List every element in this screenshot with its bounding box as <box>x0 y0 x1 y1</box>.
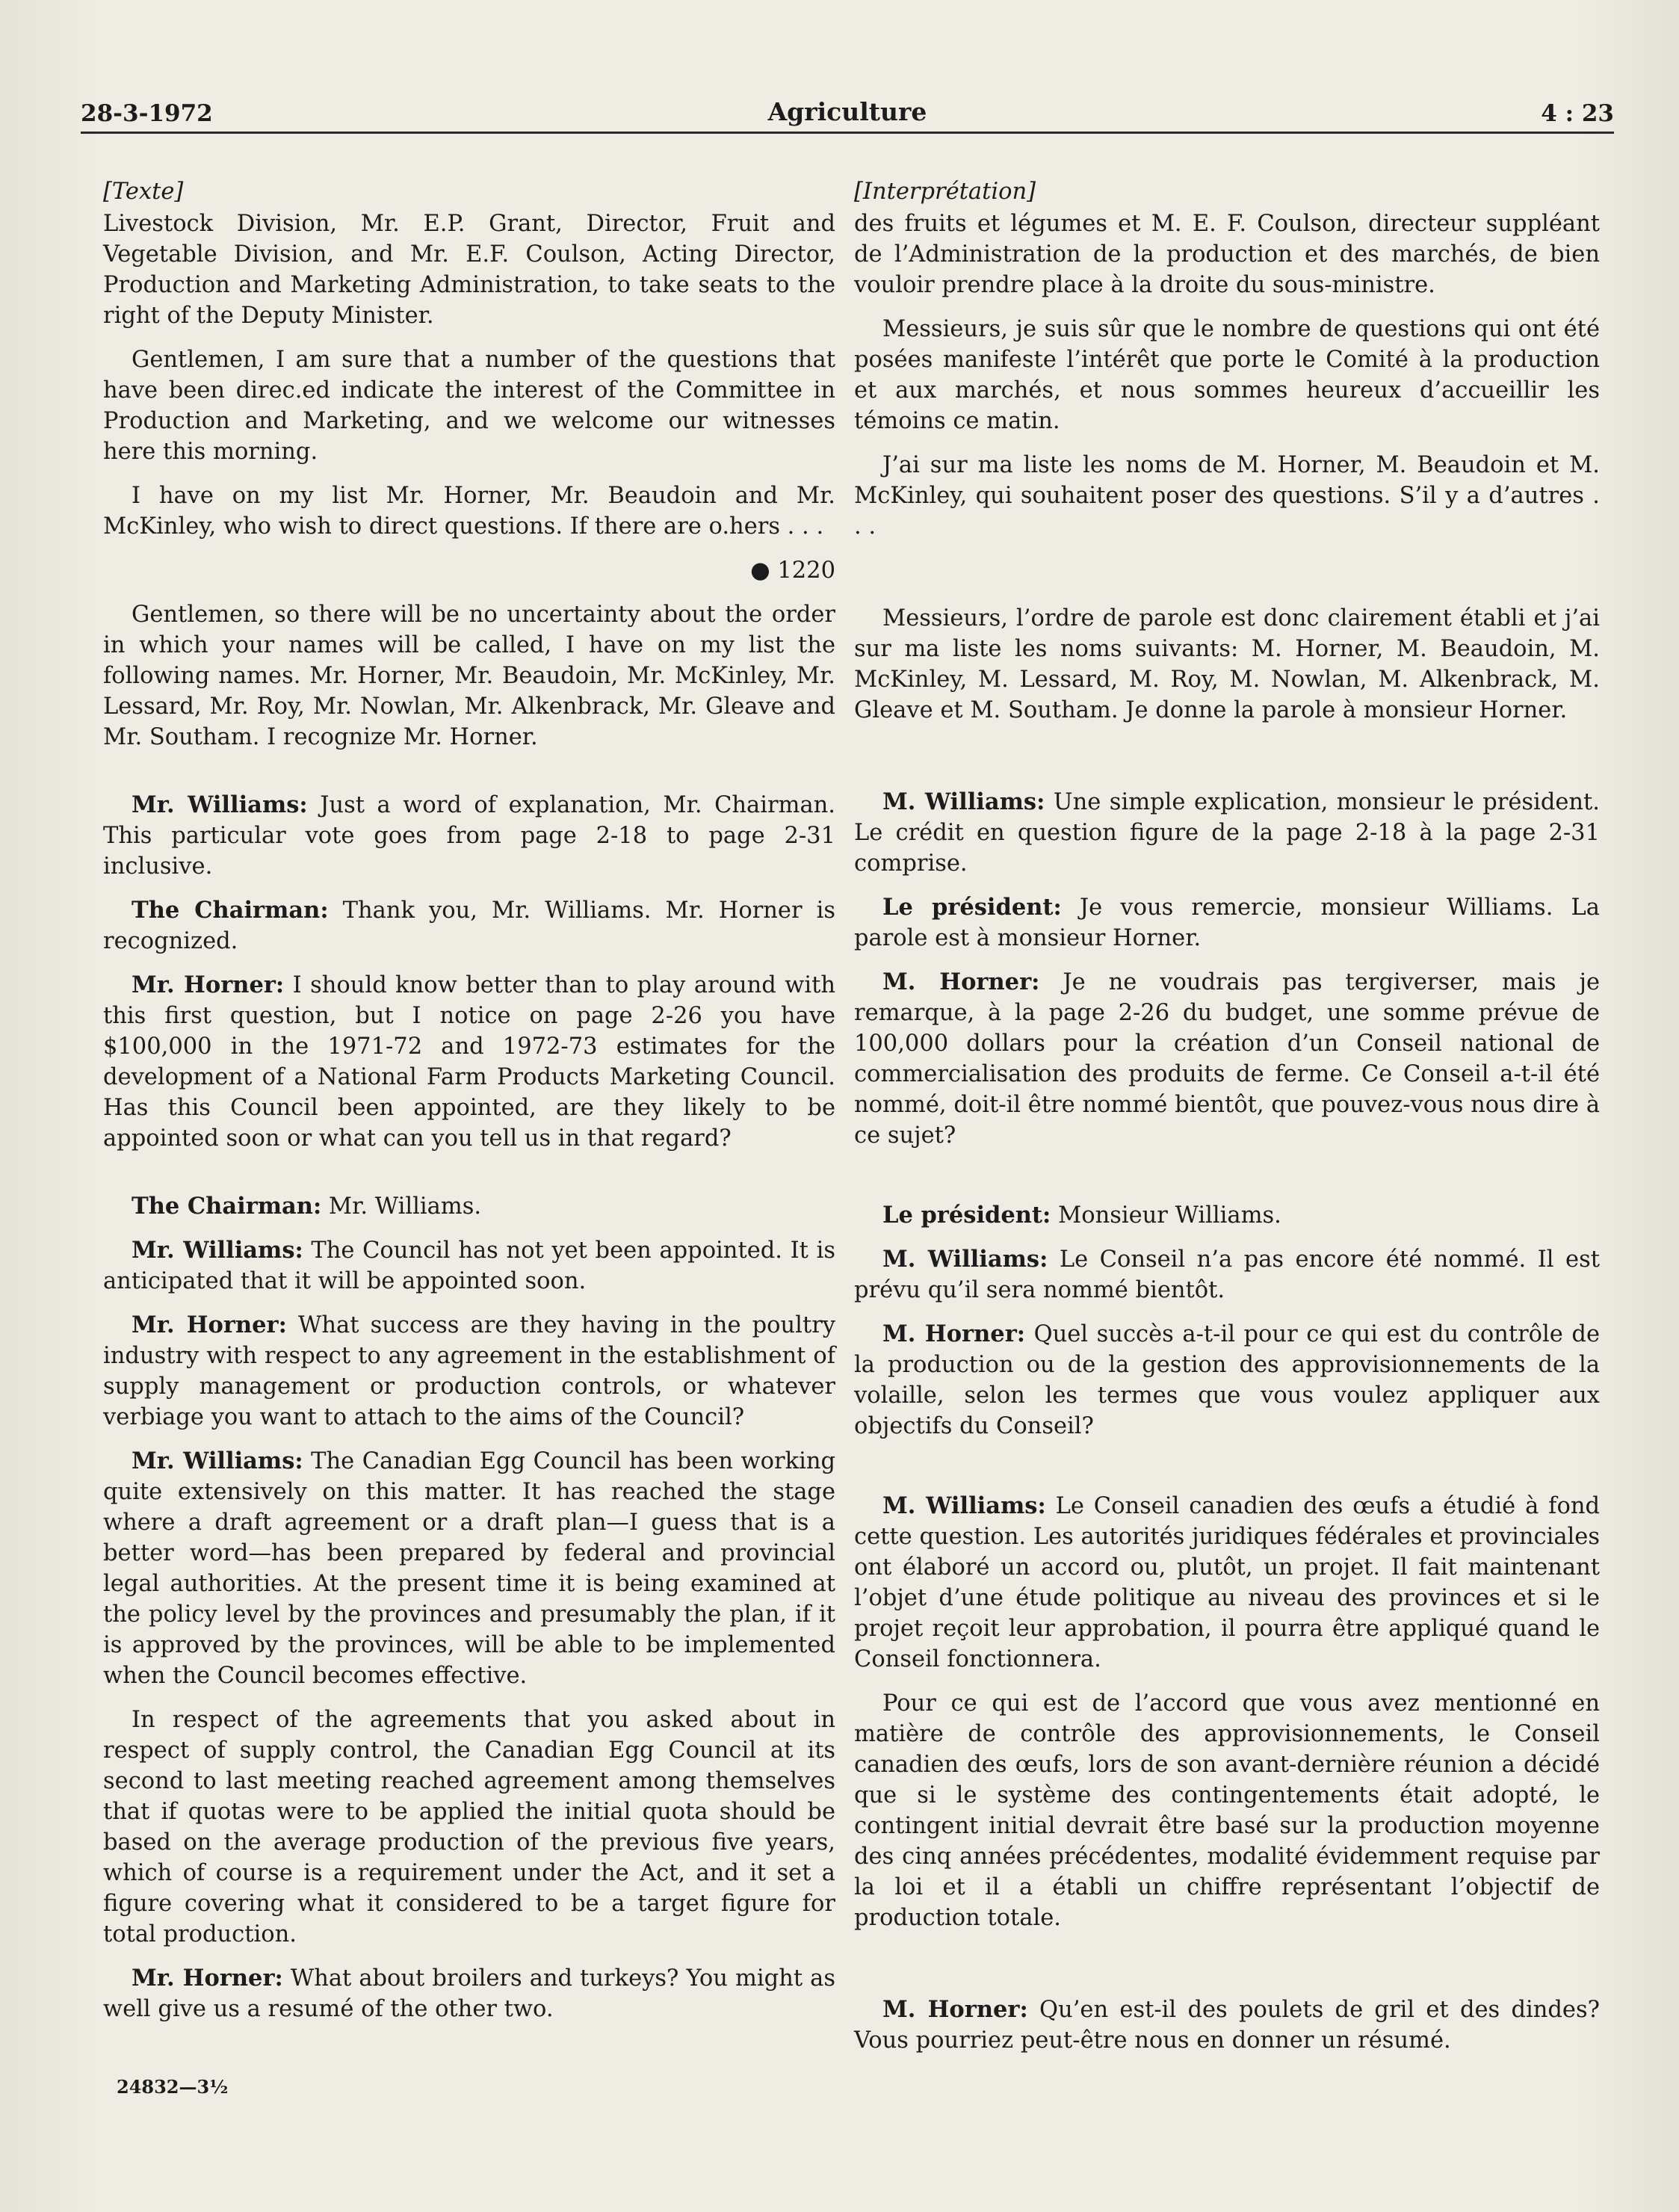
speech-text: I should know better than to play around with this first question, but I notice on page 2-26 you have $100,000 in the 1971-72 and 1972-73 estimates for the development of a National Farm Products Marketing Council. Has this Council been appointed, are they likely to be appointed soon or what can you tell us in that regard? <box>103 972 835 1152</box>
speech-paragraph <box>103 1310 835 1433</box>
print-code: 24832—3½ <box>117 2076 229 2098</box>
speaker-name: Mr. Williams: <box>132 1448 303 1474</box>
paragraph: Messieurs, l’ordre de parole est donc clairement établi et j’ai sur ma liste les noms suivants: M. Horner, M. Beaudoin, M. McKinley, M. Lessard, M. Roy, M. Nowlan, M. Alkenbrack, M. Gleave et M. Southam. Je donne la parole à monsieur Horner. <box>854 605 1600 723</box>
english-column <box>103 176 835 2038</box>
speech-text: Une simple explication, monsieur le président. Le crédit en question figure de la page 2-18 à la page 2-31 comprise. <box>854 789 1600 877</box>
speech-text: Je ne voudrais pas tergiverser, mais je remarque, à la page 2-26 du budget, une somme prévue de 100,000 dollars pour la création d’un Conseil national de commercialisation des produits de ferme. Ce Conseil a-t-il été nommé, doit-il être nommé bientôt, que pouvez-vous nous dire à ce sujet? <box>854 969 1601 1149</box>
speaker-name: M. Williams: <box>882 1246 1048 1273</box>
french-column <box>854 176 1600 2069</box>
speech-paragraph <box>854 1244 1600 1306</box>
speaker-name: Mr. Williams: <box>132 791 308 818</box>
speech-text: Quel succès a-t-il pour ce qui est du contrôle de la production ou de la gestion des approvisionnements de la volaille, selon les termes que vous voulez appliquer aux objectifs du Conseil? <box>854 1321 1600 1439</box>
timestamp: ● 1220 <box>750 557 835 584</box>
speaker-name: Mr. Horner: <box>132 971 285 998</box>
speaker-name: M. Williams: <box>882 788 1045 815</box>
speech-paragraph <box>854 1319 1600 1442</box>
speech-paragraph <box>854 787 1600 879</box>
speaker-name: M. Horner: <box>882 968 1040 995</box>
speech-paragraph <box>103 970 835 1154</box>
speaker-name: Le président: <box>882 894 1062 921</box>
paragraph: Pour ce qui est de l’accord que vous avez mentionné en matière de contrôle des approvisionnements, le Conseil canadien des œufs, lors de son avant-dernière réunion a décidé que si le système des contingentements était adopté, le contingent initial devrait être basé sur la production moyenne des cinq années précédentes, modalité évidemment requise par la loi et il a établi un chiffre représentant l’objectif de production totale. <box>854 1690 1600 1931</box>
header-rule <box>81 132 1614 134</box>
speech-text: Qu’en est-il des poulets de gril et des dindes? Vous pourriez peut-être nous en donner un résumé. <box>854 1997 1600 2054</box>
speaker-name: Mr. Horner: <box>132 1965 283 1992</box>
speaker-name: M. Horner: <box>882 1996 1028 2023</box>
speech-paragraph <box>103 1191 835 1222</box>
paragraph: I have on my list Mr. Horner, Mr. Beaudoin and Mr. McKinley, who wish to direct questions. If there are o.hers . . . <box>103 483 835 540</box>
speech-paragraph <box>854 1491 1600 1675</box>
speaker-name: The Chairman: <box>132 1193 322 1220</box>
speech-text: Monsieur Williams. <box>1051 1202 1281 1229</box>
speaker-name: Mr. Williams: <box>132 1237 303 1264</box>
speaker-name: Mr. Horner: <box>132 1312 287 1338</box>
speech-paragraph <box>103 895 835 957</box>
header-title: Agriculture <box>767 97 927 126</box>
speech-text: The Council has not yet been appointed. It is anticipated that it will be appointed soon. <box>103 1238 835 1294</box>
speaker-name: M. Williams: <box>882 1492 1046 1519</box>
speech-paragraph <box>103 1446 835 1691</box>
paragraph: Gentlemen, I am sure that a number of the questions that have been direc.ed indicate the interest of the Committee in Production and Marketing, and we welcome our witnesses here this morning. <box>103 347 835 465</box>
paragraph: J’ai sur ma liste les noms de M. Horner, M. Beaudoin et M. McKinley, qui souhaitent poser des questions. S’il y a d’autres . . . <box>854 452 1600 540</box>
column-tag: [Texte] <box>103 179 184 205</box>
speech-text: Mr. Williams. <box>321 1193 482 1220</box>
speech-paragraph <box>854 892 1600 954</box>
paragraph: Messieurs, je suis sûr que le nombre de questions qui ont été posées manifeste l’intérêt que porte le Comité à la production et aux marchés, et nous sommes heureux d’accueillir les témoins ce matin. <box>854 316 1600 434</box>
speech-text: The Canadian Egg Council has been working quite extensively on this matter. It has reached the stage where a draft agreement or a draft plan—I guess that is a better word—has been prepared by federal and provincial legal authorities. At the present time it is being examined at the policy level by the provinces and presumably the plan, if it is approved by the provinces, will be able to be implemented when the Council becomes effective. <box>103 1448 835 1689</box>
speech-paragraph <box>854 1200 1600 1231</box>
speech-paragraph <box>854 1995 1600 2056</box>
paragraph: In respect of the agreements that you asked about in respect of supply control, the Canadian Egg Council at its second to last meeting reached agreement among themselves that if quotas were to be applied the initial quota should be based on the average production of the previous five years, which of course is a requirement under the Act, and it set a figure covering what it considered to be a target figure for total production. <box>103 1707 835 1947</box>
speech-paragraph <box>854 967 1600 1151</box>
speaker-name: The Chairman: <box>132 897 329 924</box>
speech-text: Thank you, Mr. Williams. Mr. Horner is recognized. <box>103 898 835 954</box>
speech-text: Je vous remercie, monsieur Williams. La parole est à monsieur Horner. <box>854 895 1600 951</box>
speech-paragraph <box>103 1963 835 2024</box>
column-tag: [Interprétation] <box>854 179 1036 205</box>
speech-text: What success are they having in the poultry industry with respect to any agreement in the establishment of supply management or production controls, or whatever verbiage you want to attach to the aims of the Council? <box>103 1312 836 1430</box>
paragraph: des fruits et légumes et M. E. F. Coulson, directeur suppléant de l’Administration de la production et des marchés, de bien vouloir prendre place à la droite du sous-ministre. <box>854 211 1600 298</box>
header-date: 28-3-1972 <box>81 100 213 127</box>
speech-text: Just a word of explanation, Mr. Chairman. This particular vote goes from page 2-18 to page 2-31 inclusive. <box>103 792 836 880</box>
speaker-name: M. Horner: <box>882 1320 1026 1347</box>
paragraph: Livestock Division, Mr. E.P. Grant, Director, Fruit and Vegetable Division, and Mr. E.F. Coulson, Acting Director, Production and Marketing Administration, to take seats to the right of the Deputy Minister. <box>103 211 835 329</box>
speaker-name: Le président: <box>882 1202 1051 1229</box>
header-page-number: 4 : 23 <box>1541 100 1614 127</box>
speech-paragraph <box>103 790 835 882</box>
speech-text: Le Conseil n’a pas encore été nommé. Il est prévu qu’il sera nommé bientôt. <box>854 1246 1600 1303</box>
speech-text: What about broilers and turkeys? You might as well give us a resumé of the other two. <box>103 1965 835 2022</box>
paragraph: Gentlemen, so there will be no uncertainty about the order in which your names will be called, I have on my list the following names. Mr. Horner, Mr. Beaudoin, Mr. McKinley, Mr. Lessard, Mr. Roy, Mr. Nowlan, Mr. Alkenbrack, Mr. Gleave and Mr. Southam. I recognize Mr. Horner. <box>103 602 835 750</box>
speech-paragraph <box>103 1235 835 1297</box>
speech-text: Le Conseil canadien des œufs a étudié à fond cette question. Les autorités juridiques fédérales et provinciales ont élaboré un accord ou, plutôt, un projet. Il fait maintenant l’objet d’une étude politique au niveau des provinces et si le projet reçoit leur approbation, il pourra être appliqué quand le Conseil fonctionnera. <box>854 1493 1600 1672</box>
